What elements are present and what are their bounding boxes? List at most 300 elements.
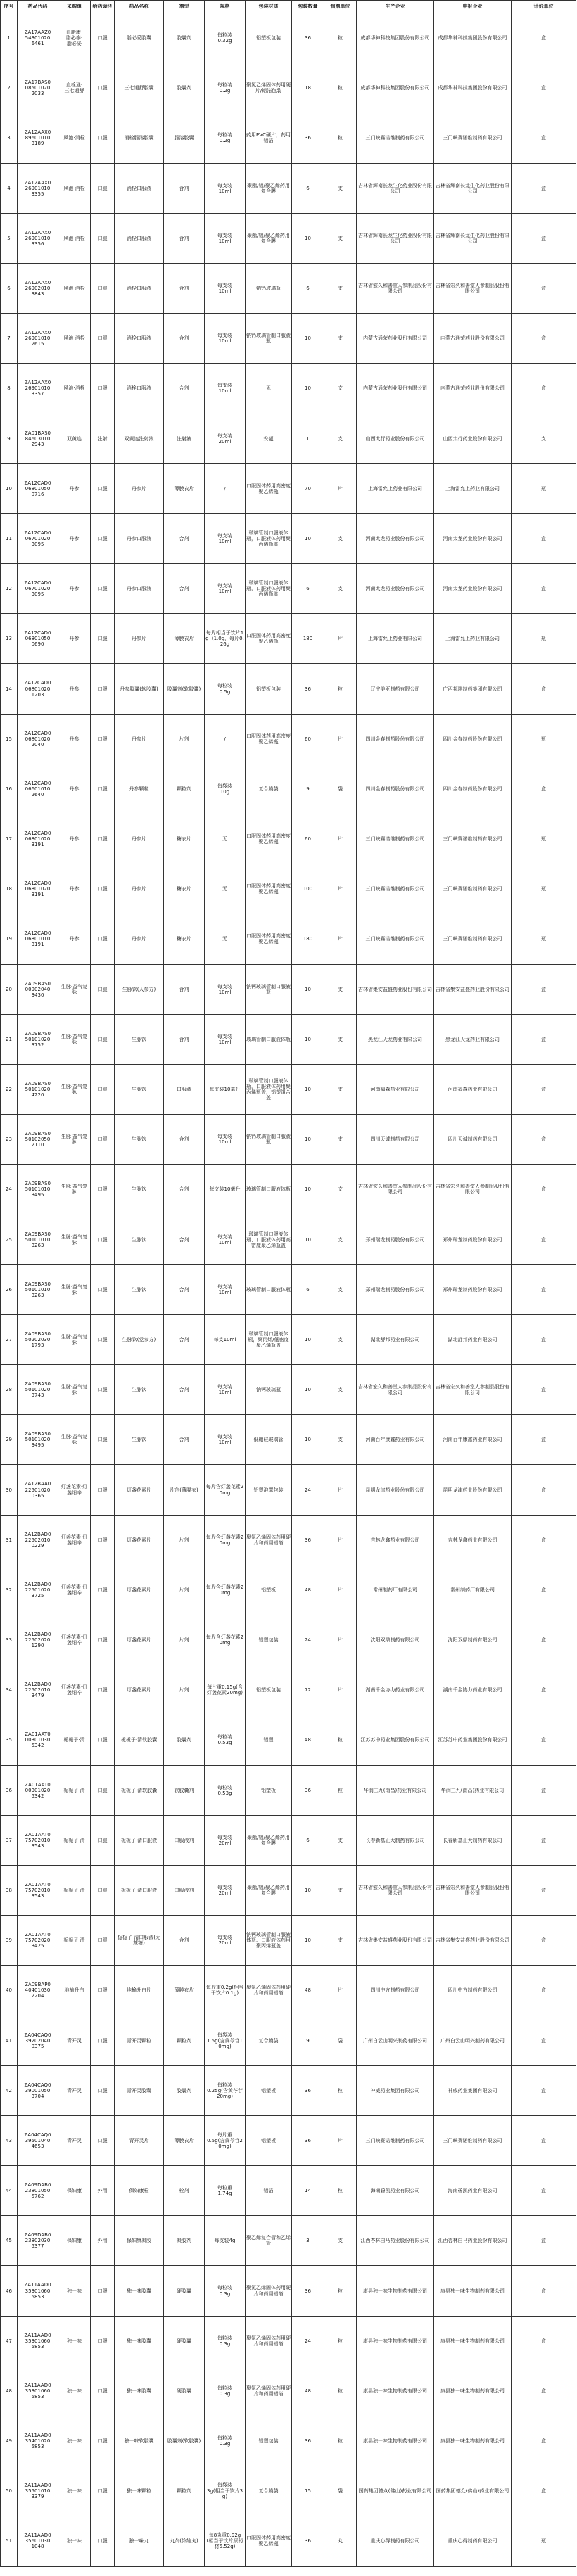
- cell-dosage-form: 注射液: [164, 414, 205, 463]
- cell-applicant: 河南太龙药业股份有限公司: [434, 513, 512, 563]
- cell-dosage-form: 糖衣片: [164, 914, 205, 964]
- cell-dosage-form: 合剂: [164, 314, 205, 364]
- cell-drug-name: 生脉饮(人参方): [115, 964, 164, 1014]
- cell-dosage-form: 颗粒剂: [164, 2016, 205, 2065]
- cell-route: 口服: [91, 1014, 115, 1064]
- cell-specification: 每粒装 0.5g: [205, 664, 246, 714]
- table-row: [1, 63, 576, 113]
- cell-drug-code: ZA11AAD0 35301060 5853: [18, 2366, 58, 2416]
- cell-manufacturer: 吉林龙鑫药业有限公司: [357, 1515, 434, 1565]
- cell-drug-name: 栀栀子·清口服液(无蔗糖): [115, 1916, 164, 1966]
- cell-manufacturer: 广州白云山明兴制药有限公司: [357, 2016, 434, 2065]
- cell-preparation-unit: 片: [324, 2115, 357, 2165]
- cell-preparation-unit: 粒: [324, 1715, 357, 1765]
- cell-packaging-material: 铝塑包装: [246, 1615, 292, 1665]
- cell-specification: 每支装10毫升: [205, 1064, 246, 1114]
- cell-manufacturer: 昆明龙津药业股份有限公司: [357, 1465, 434, 1515]
- cell-drug-name: 灯盏花素片: [115, 1515, 164, 1565]
- cell-preparation-unit: 支: [324, 1264, 357, 1314]
- cell-route: 口服: [91, 1064, 115, 1114]
- cell-packaging-material: 铝塑板: [246, 1565, 292, 1615]
- cell-manufacturer: 吉林省宏久和善堂人参制品股份有限公司: [357, 263, 434, 313]
- cell-dosage-form: 合剂: [164, 1165, 205, 1215]
- cell-preparation-unit: 支: [324, 1115, 357, 1165]
- cell-preparation-unit: 支: [324, 1365, 357, 1415]
- cell-pricing-unit: 盒: [512, 2166, 576, 2216]
- cell-applicant: 国药集团德众(佛山)药业有限公司: [434, 2466, 512, 2516]
- cell-procurement-group: 丹参: [58, 614, 91, 664]
- cell-drug-code: ZA12CAD0 06801020 1203: [18, 664, 58, 714]
- cell-index: 32: [1, 1565, 18, 1615]
- cell-drug-name: 丹参颗粒: [115, 764, 164, 814]
- cell-pricing-unit: 盒: [512, 1565, 576, 1615]
- cell-specification: 每片含灯盏花素20mg: [205, 1515, 246, 1565]
- cell-drug-code: ZA09BAS0 00902040 3430: [18, 964, 58, 1014]
- cell-index: 36: [1, 1765, 18, 1815]
- cell-specification: 每支装 20ml: [205, 414, 246, 463]
- cell-dosage-form: 糖衣片: [164, 814, 205, 864]
- cell-preparation-unit: 粒: [324, 63, 357, 113]
- cell-packaging-material: 聚酯/铝/聚乙烯药用复合膜: [246, 213, 292, 263]
- cell-package-quantity: 48: [292, 1565, 324, 1615]
- cell-applicant: 成都华神科技集团股份有限公司: [434, 63, 512, 113]
- cell-packaging-material: 聚氯乙烯固体药用硬片和药用铝箔: [246, 1515, 292, 1565]
- cell-specification: 每支10ml: [205, 1314, 246, 1364]
- cell-drug-code: ZA09BAS0 50101010 3263: [18, 1215, 58, 1264]
- cell-specification: 每片重0.2g(相当于饮片0.1g): [205, 1966, 246, 2016]
- cell-applicant: 三门峡赛诺维制药有限公司: [434, 2115, 512, 2165]
- cell-pricing-unit: 盒: [512, 1415, 576, 1465]
- cell-packaging-material: 钠钙玻璃管制口服液瓶: [246, 314, 292, 364]
- table-row: [1, 764, 576, 814]
- cell-route: 口服: [91, 2065, 115, 2115]
- column-header-applicant: 申报企业: [434, 1, 512, 13]
- cell-package-quantity: 10: [292, 213, 324, 263]
- cell-manufacturer: 沈阳双鼎制药有限公司: [357, 1615, 434, 1665]
- cell-route: 口服: [91, 864, 115, 914]
- cell-package-quantity: 10: [292, 1165, 324, 1215]
- cell-procurement-group: 独一味: [58, 2366, 91, 2416]
- cell-dosage-form: 颗粒剂: [164, 2466, 205, 2516]
- cell-index: 25: [1, 1215, 18, 1264]
- cell-pricing-unit: 盒: [512, 1115, 576, 1165]
- table-row: [1, 1916, 576, 1966]
- cell-package-quantity: 36: [292, 664, 324, 714]
- table-row: [1, 1465, 576, 1515]
- column-header-procurement-group: 采购组: [58, 1, 91, 13]
- cell-drug-name: 丹参片: [115, 463, 164, 513]
- cell-applicant: 康县独一味生物制药有限公司: [434, 2316, 512, 2366]
- cell-route: 口服: [91, 764, 115, 814]
- cell-drug-code: ZA01AAT0 75702020 3425: [18, 1916, 58, 1966]
- cell-manufacturer: 辽宁美亚制药有限公司: [357, 664, 434, 714]
- cell-package-quantity: 48: [292, 2366, 324, 2416]
- cell-procurement-group: 生脉·益气复脉: [58, 1365, 91, 1415]
- cell-packaging-material: 铝塑泡罩包装: [246, 1465, 292, 1515]
- cell-applicant: 吉林省辉南长龙生化药业股份有限公司: [434, 163, 512, 213]
- cell-procurement-group: 风池·消栓: [58, 263, 91, 313]
- cell-index: 9: [1, 414, 18, 463]
- cell-drug-code: ZA01AAT0 00301020 5342: [18, 1765, 58, 1815]
- cell-drug-code: ZA12CAD0 06801020 2040: [18, 714, 58, 764]
- table-row: [1, 1815, 576, 1865]
- cell-manufacturer: 三门峡赛诺维制药有限公司: [357, 814, 434, 864]
- cell-manufacturer: 上海雷允上药业有限公司: [357, 614, 434, 664]
- cell-dosage-form: 片剂: [164, 1615, 205, 1665]
- cell-applicant: 四川天诚制药有限公司: [434, 1115, 512, 1165]
- cell-packaging-material: 玻璃管制口服液体瓶、口服液体药用高密度聚乙烯瓶盖: [246, 1215, 292, 1264]
- cell-applicant: 成都华神科技集团股份有限公司: [434, 13, 512, 63]
- cell-dosage-form: 口服液: [164, 1064, 205, 1114]
- cell-drug-code: ZA12AAX0 26901010 3355: [18, 163, 58, 213]
- cell-packaging-material: 玻璃管制口服液体瓶: [246, 1165, 292, 1215]
- cell-pricing-unit: 盒: [512, 263, 576, 313]
- table-row: [1, 364, 576, 414]
- cell-dosage-form: 口服液剂: [164, 1815, 205, 1865]
- cell-pricing-unit: 盒: [512, 314, 576, 364]
- cell-procurement-group: 丹参: [58, 564, 91, 614]
- cell-drug-name: 独一味胶囊: [115, 2266, 164, 2316]
- cell-package-quantity: 10: [292, 513, 324, 563]
- cell-specification: 每支装 20ml: [205, 1815, 246, 1865]
- cell-drug-code: ZA12CAD0 06801010 3191: [18, 914, 58, 964]
- cell-dosage-form: 胶囊剂: [164, 2065, 205, 2115]
- cell-packaging-material: 口服固体药用高密度聚乙烯瓶: [246, 864, 292, 914]
- cell-specification: 每支装 10ml: [205, 364, 246, 414]
- cell-procurement-group: 地榆升白: [58, 1966, 91, 2016]
- cell-package-quantity: 72: [292, 1665, 324, 1715]
- cell-drug-name: 生脉饮(党参方): [115, 1314, 164, 1364]
- cell-package-quantity: 1: [292, 414, 324, 463]
- cell-drug-name: 双黄连注射液: [115, 414, 164, 463]
- cell-specification: 每支装4g: [205, 2216, 246, 2266]
- cell-package-quantity: 48: [292, 1715, 324, 1765]
- cell-pricing-unit: 瓶: [512, 2516, 576, 2566]
- column-header-packaging-material: 包装材质: [246, 1, 292, 13]
- cell-packaging-material: 铝塑板包装: [246, 664, 292, 714]
- table-row: [1, 2316, 576, 2366]
- cell-index: 28: [1, 1365, 18, 1415]
- cell-index: 40: [1, 1966, 18, 2016]
- cell-dosage-form: 颗粒剂: [164, 764, 205, 814]
- cell-dosage-form: 胶囊剂(软胶囊): [164, 2416, 205, 2466]
- cell-pricing-unit: 盒: [512, 2016, 576, 2065]
- cell-procurement-group: 丹参: [58, 714, 91, 764]
- cell-package-quantity: 100: [292, 864, 324, 914]
- cell-index: 15: [1, 714, 18, 764]
- cell-dosage-form: 合剂: [164, 1415, 205, 1465]
- cell-index: 51: [1, 2516, 18, 2566]
- cell-index: 1: [1, 13, 18, 63]
- cell-route: 口服: [91, 1715, 115, 1765]
- cell-drug-name: 地榆升白片: [115, 1966, 164, 2016]
- cell-preparation-unit: 袋: [324, 764, 357, 814]
- cell-index: 38: [1, 1865, 18, 1915]
- cell-applicant: 三门峡赛诺维制药有限公司: [434, 113, 512, 163]
- cell-packaging-material: 口服固体药用高密度聚乙烯瓶: [246, 714, 292, 764]
- cell-route: 口服: [91, 1765, 115, 1815]
- cell-specification: 无: [205, 864, 246, 914]
- cell-manufacturer: 江苏苏中药业集团股份有限公司: [357, 1715, 434, 1765]
- cell-drug-name: 生脉饮: [115, 1264, 164, 1314]
- cell-specification: 每粒装 0.53g: [205, 1715, 246, 1765]
- cell-dosage-form: 合剂: [164, 1916, 205, 1966]
- cell-drug-code: ZA09BAS0 50101020 3495: [18, 1415, 58, 1465]
- cell-packaging-material: 聚氯乙烯固体药用硬片和药用铝箔: [246, 2266, 292, 2316]
- cell-drug-code: ZA04CAQ0 39202040 0375: [18, 2016, 58, 2065]
- cell-route: 口服: [91, 614, 115, 664]
- cell-specification: /: [205, 714, 246, 764]
- cell-index: 18: [1, 864, 18, 914]
- cell-pricing-unit: 瓶: [512, 714, 576, 764]
- table-row: [1, 463, 576, 513]
- cell-procurement-group: 生脉·益气复脉: [58, 1215, 91, 1264]
- table-body: [1, 13, 576, 2567]
- cell-manufacturer: 郑州瑞龙制药股份有限公司: [357, 1215, 434, 1264]
- cell-procurement-group: 栀栀子·清: [58, 1916, 91, 1966]
- table-row: [1, 614, 576, 664]
- table-row: [1, 2266, 576, 2316]
- cell-preparation-unit: 支: [324, 1916, 357, 1966]
- cell-route: 口服: [91, 814, 115, 864]
- cell-applicant: 广州白云山明兴制药有限公司: [434, 2016, 512, 2065]
- cell-route: 外用: [91, 2216, 115, 2266]
- cell-pricing-unit: 盒: [512, 2266, 576, 2316]
- cell-package-quantity: 18: [292, 63, 324, 113]
- cell-manufacturer: 湖北舒邦药业有限公司: [357, 1314, 434, 1364]
- cell-applicant: 华润三九(南昌)药业有限公司: [434, 1765, 512, 1815]
- cell-procurement-group: 青开灵: [58, 2115, 91, 2165]
- cell-package-quantity: 15: [292, 2466, 324, 2516]
- table-row: [1, 2065, 576, 2115]
- cell-preparation-unit: 支: [324, 513, 357, 563]
- cell-drug-code: ZA09BAS0 50101010 3263: [18, 1264, 58, 1314]
- cell-applicant: 四川中方制药有限公司: [434, 1966, 512, 2016]
- cell-specification: 每支装 10ml: [205, 314, 246, 364]
- table-row: [1, 914, 576, 964]
- cell-route: 口服: [91, 1916, 115, 1966]
- cell-dosage-form: 合剂: [164, 213, 205, 263]
- cell-procurement-group: 生脉·益气复脉: [58, 1014, 91, 1064]
- cell-pricing-unit: 盒: [512, 2466, 576, 2516]
- cell-procurement-group: 青开灵: [58, 2016, 91, 2065]
- cell-index: 44: [1, 2166, 18, 2216]
- cell-pricing-unit: 盒: [512, 764, 576, 814]
- cell-index: 23: [1, 1115, 18, 1165]
- cell-drug-name: 丹参片: [115, 814, 164, 864]
- cell-specification: 每支装 10ml: [205, 1415, 246, 1465]
- cell-package-quantity: 36: [292, 2516, 324, 2566]
- cell-package-quantity: 10: [292, 1865, 324, 1915]
- cell-route: 口服: [91, 2466, 115, 2516]
- cell-specification: 每支装 10ml: [205, 513, 246, 563]
- cell-specification: 每袋装 10g: [205, 764, 246, 814]
- cell-applicant: 重庆心得制药有限公司: [434, 2516, 512, 2566]
- cell-preparation-unit: 支: [324, 213, 357, 263]
- cell-index: 33: [1, 1615, 18, 1665]
- cell-applicant: 河南百年康鑫药业有限公司: [434, 1415, 512, 1465]
- cell-drug-name: 青开灵胶囊: [115, 2065, 164, 2115]
- cell-index: 12: [1, 564, 18, 614]
- cell-packaging-material: 安瓿: [246, 414, 292, 463]
- cell-index: 35: [1, 1715, 18, 1765]
- cell-procurement-group: 生脉·益气复脉: [58, 1264, 91, 1314]
- cell-drug-code: ZA12BAD0 22502010 3479: [18, 1665, 58, 1715]
- table-row: [1, 163, 576, 213]
- cell-index: 22: [1, 1064, 18, 1114]
- cell-preparation-unit: 片: [324, 1515, 357, 1565]
- cell-manufacturer: 三门峡赛诺维制药有限公司: [357, 2115, 434, 2165]
- cell-applicant: 常州制药厂有限公司: [434, 1565, 512, 1615]
- table-row: [1, 1515, 576, 1565]
- cell-packaging-material: 玻璃管制口服液体瓶: [246, 1264, 292, 1314]
- cell-procurement-group: 丹参: [58, 864, 91, 914]
- cell-applicant: 吉林省宏久和善堂人参制品股份有限公司: [434, 1865, 512, 1915]
- cell-drug-code: ZA11AAD0 35301060 5853: [18, 2316, 58, 2366]
- cell-specification: 每支装 10ml: [205, 213, 246, 263]
- cell-packaging-material: 药用PVC硬片，药用铝箔: [246, 113, 292, 163]
- cell-specification: 每支装 10ml: [205, 564, 246, 614]
- cell-package-quantity: 36: [292, 1765, 324, 1815]
- cell-route: 口服: [91, 1515, 115, 1565]
- cell-packaging-material: 玻璃管制口服液体瓶，聚丙烯/低密度聚乙烯瓶盖: [246, 1314, 292, 1364]
- cell-route: 口服: [91, 2416, 115, 2466]
- cell-route: 外用: [91, 2166, 115, 2216]
- cell-route: 口服: [91, 2266, 115, 2316]
- table-row: [1, 1765, 576, 1815]
- cell-preparation-unit: 支: [324, 1014, 357, 1064]
- cell-package-quantity: 10: [292, 1014, 324, 1064]
- cell-drug-code: ZA01AAT0 75702010 3543: [18, 1865, 58, 1915]
- cell-procurement-group: 血脂康· 脂必泰· 脂必妥: [58, 13, 91, 63]
- cell-specification: 每粒装 0.3g: [205, 2366, 246, 2416]
- cell-procurement-group: 丹参: [58, 664, 91, 714]
- cell-procurement-group: 灯盏花素·灯盏细辛: [58, 1665, 91, 1715]
- cell-specification: 每粒装 0.25g(含黄芩苷20mg): [205, 2065, 246, 2115]
- cell-drug-code: ZA12BAD0 22502010 0229: [18, 1515, 58, 1565]
- cell-manufacturer: 山西太行药业股份有限公司: [357, 414, 434, 463]
- column-header-pricing-unit: 计价单位: [512, 1, 576, 13]
- cell-specification: 每支装 10ml: [205, 1115, 246, 1165]
- cell-drug-name: 独一味丸: [115, 2516, 164, 2566]
- cell-manufacturer: 内蒙古通荣药业股份有限公司: [357, 314, 434, 364]
- cell-pricing-unit: 盒: [512, 664, 576, 714]
- cell-manufacturer: 吉林省辉南长龙生化药业股份有限公司: [357, 163, 434, 213]
- cell-pricing-unit: 瓶: [512, 614, 576, 664]
- cell-packaging-material: 聚酯/铝/聚乙烯药用复合膜: [246, 1815, 292, 1865]
- cell-index: 46: [1, 2266, 18, 2316]
- cell-drug-code: ZA12BAD0 22502020 1290: [18, 1615, 58, 1665]
- cell-dosage-form: 合剂: [164, 1264, 205, 1314]
- cell-route: 口服: [91, 1215, 115, 1264]
- cell-pricing-unit: 瓶: [512, 914, 576, 964]
- cell-package-quantity: 6: [292, 263, 324, 313]
- cell-dosage-form: 片剂: [164, 1565, 205, 1615]
- table-row: [1, 1665, 576, 1715]
- cell-index: 19: [1, 914, 18, 964]
- cell-drug-code: ZA09BAS0 50101020 4220: [18, 1064, 58, 1114]
- cell-route: 口服: [91, 914, 115, 964]
- table-row: [1, 2016, 576, 2065]
- cell-packaging-material: 铝塑包装: [246, 2416, 292, 2466]
- cell-drug-code: ZA12AAX0 26901010 2615: [18, 314, 58, 364]
- cell-specification: 每支装 20ml: [205, 1865, 246, 1915]
- cell-manufacturer: 三门峡赛诺维制药有限公司: [357, 914, 434, 964]
- cell-drug-name: 丹参片: [115, 914, 164, 964]
- cell-dosage-form: 丸剂(浓缩丸): [164, 2516, 205, 2566]
- cell-manufacturer: 四川金春制药股份有限公司: [357, 714, 434, 764]
- cell-specification: 每粒装 0.3g: [205, 2316, 246, 2366]
- cell-pricing-unit: 盒: [512, 964, 576, 1014]
- cell-drug-code: ZA12CAD0 06701020 3095: [18, 564, 58, 614]
- cell-index: 42: [1, 2065, 18, 2115]
- cell-packaging-material: 复合膜袋: [246, 2466, 292, 2516]
- cell-drug-name: 栀栀子·清软胶囊: [115, 1765, 164, 1815]
- cell-applicant: 郑州瑞龙制药股份有限公司: [434, 1264, 512, 1314]
- cell-drug-name: 独一味颗粒: [115, 2466, 164, 2516]
- cell-index: 8: [1, 364, 18, 414]
- cell-drug-code: ZA09BAS0 50102050 2110: [18, 1115, 58, 1165]
- cell-route: 口服: [91, 213, 115, 263]
- column-header-preparation-unit: 制剂单位: [324, 1, 357, 13]
- cell-applicant: 广西邦琪制药集团有限公司: [434, 664, 512, 714]
- cell-dosage-form: 片剂: [164, 1665, 205, 1715]
- cell-route: 口服: [91, 13, 115, 63]
- header-row: [1, 1, 576, 13]
- cell-specification: 每粒装 0.3g: [205, 2416, 246, 2466]
- cell-index: 31: [1, 1515, 18, 1565]
- cell-preparation-unit: 粒: [324, 2065, 357, 2115]
- cell-drug-code: ZA04CAQ0 39501040 4653: [18, 2115, 58, 2165]
- cell-drug-code: ZA11AAD0 35501010 3379: [18, 2466, 58, 2516]
- cell-manufacturer: 上海雷允上药业有限公司: [357, 463, 434, 513]
- table-row: [1, 664, 576, 714]
- cell-index: 21: [1, 1014, 18, 1064]
- cell-drug-name: 生脉饮: [115, 1215, 164, 1264]
- cell-drug-name: 脂必妥胶囊: [115, 13, 164, 63]
- cell-package-quantity: 6: [292, 564, 324, 614]
- cell-drug-name: 独一味软胶囊: [115, 2416, 164, 2466]
- cell-procurement-group: 青开灵: [58, 2065, 91, 2115]
- cell-pricing-unit: 盒: [512, 1465, 576, 1515]
- cell-pricing-unit: 盒: [512, 13, 576, 63]
- cell-packaging-material: 聚酯/铝/聚乙烯药用复合膜: [246, 1865, 292, 1915]
- cell-applicant: 湖北舒邦药业有限公司: [434, 1314, 512, 1364]
- cell-dosage-form: 合剂: [164, 1115, 205, 1165]
- cell-pricing-unit: 盒: [512, 564, 576, 614]
- cell-drug-code: ZA12CAD0 06801020 3191: [18, 814, 58, 864]
- cell-procurement-group: 丹参: [58, 463, 91, 513]
- cell-procurement-group: 生脉·益气复脉: [58, 1415, 91, 1465]
- table-row: [1, 1215, 576, 1264]
- cell-packaging-material: 口服固体药用高密度聚乙烯瓶: [246, 614, 292, 664]
- cell-applicant: 上海雷允上药业有限公司: [434, 463, 512, 513]
- cell-specification: 每支装 20ml: [205, 1916, 246, 1966]
- cell-route: 口服: [91, 163, 115, 213]
- cell-index: 11: [1, 513, 18, 563]
- cell-packaging-material: 复合膜袋: [246, 764, 292, 814]
- cell-procurement-group: 风池·消栓: [58, 113, 91, 163]
- cell-dosage-form: 合剂: [164, 263, 205, 313]
- cell-procurement-group: 保妇康: [58, 2216, 91, 2266]
- cell-index: 2: [1, 63, 18, 113]
- cell-drug-code: ZA04CAQ0 39001050 3704: [18, 2065, 58, 2115]
- cell-preparation-unit: 粒: [324, 113, 357, 163]
- cell-procurement-group: 独一味: [58, 2466, 91, 2516]
- column-header-drug-code: 药品代码: [18, 1, 58, 13]
- cell-specification: 每片相当于饮片1g（1.0g，每片0.26g: [205, 614, 246, 664]
- cell-packaging-material: 铝塑板: [246, 1765, 292, 1815]
